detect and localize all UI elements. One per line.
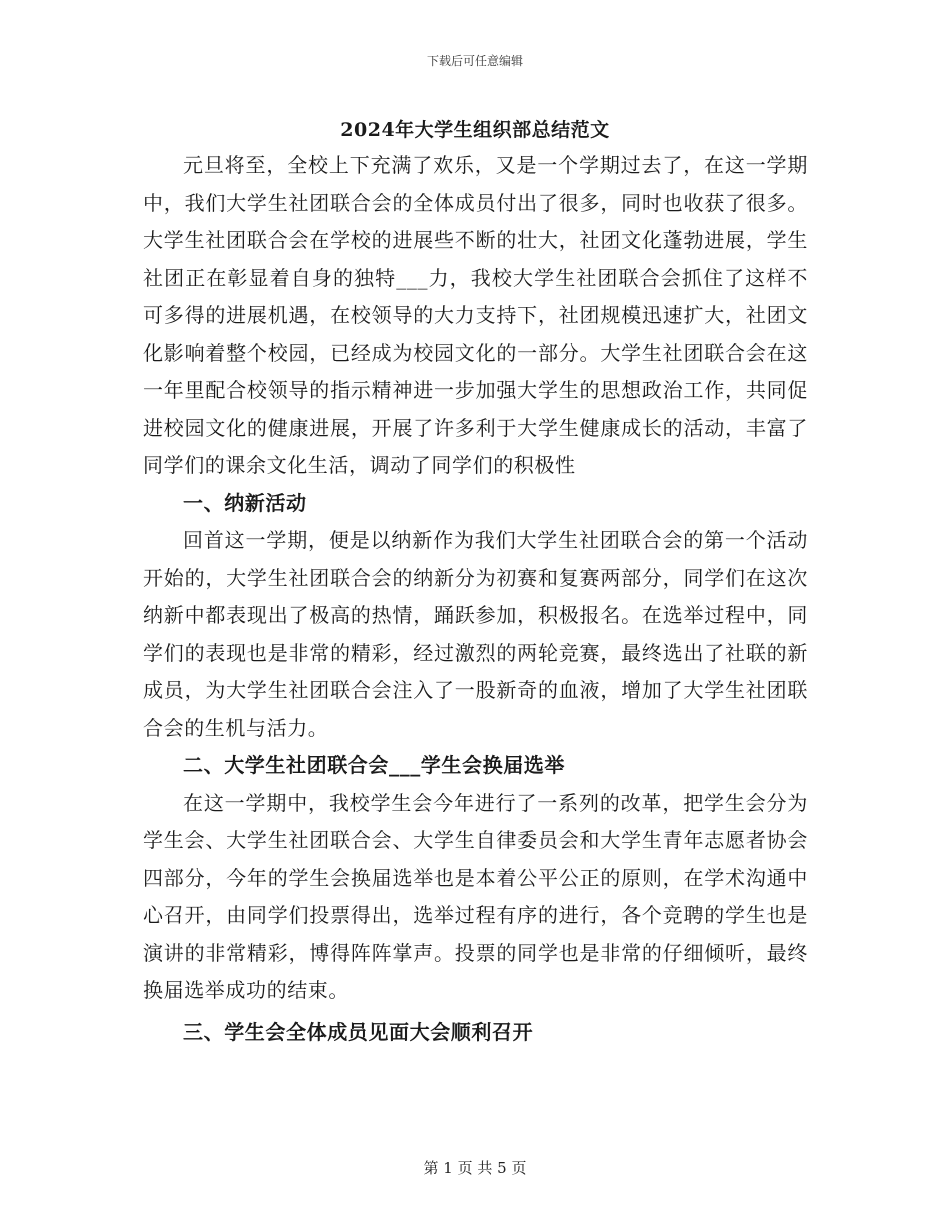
section-heading-election: 二、大学生社团联合会___学生会换届选举: [183, 753, 565, 777]
intro-paragraph: 元旦将至，全校上下充满了欢乐，又是一个学期过去了，在这一学期中，我们大学生社团联合会的全体成员付出了很多，同时也收获了很多。大学生社团联合会在学校的进展些不断的壮大，社团文化蓬勃进展，学生社团正在彰显着自身的独特___力，我校大学生社团联合会抓住了这样不可多得的进展机遇，在校领导的大力支持下，社团规模迅速扩大，社团文化影响着整个校园，已经成为校园文化的一部分。大学生社团联合会在这一年里配合校领导的指示精神进一步加强大学生的思想政治工作，共同促进校园文化的健康进展，开展了许多利于大学生健康成长的活动，丰富了同学们的课余文化生活，调动了同学们的积极性: [143, 153, 808, 477]
document-title: 2024年大学生组织部总结范文: [340, 119, 610, 141]
section-heading-meeting: 三、学生会全体成员见面大会顺利召开: [183, 1019, 534, 1044]
page-footer: 第 1 页 共 5 页: [423, 1159, 527, 1177]
section-heading-recruitment: 一、纳新活动: [183, 490, 307, 515]
section-paragraph-recruitment: 回首这一学期，便是以纳新作为我们大学生社团联合会的第一个活动开始的，大学生社团联合会的纳新分为初赛和复赛两部分，同学们在这次纳新中都表现出了极高的热情，踊跃参加，积极报名。在选举过程中，同学们的表现也是非常的精彩，经过激烈的两轮竞赛，最终选出了社联的新成员，为大学生社团联合会注入了一股新奇的血液，增加了大学生社团联合会的生机与活力。: [143, 528, 808, 740]
page-header-note: 下载后可任意编辑: [426, 54, 523, 68]
section-paragraph-election: 在这一学期中，我校学生会今年进行了一系列的改革，把学生会分为学生会、大学生社团联合会、大学生自律委员会和大学生青年志愿者协会四部分，今年的学生会换届选举也是本着公平公正的原则，在学术沟通中心召开，由同学们投票得出，选举过程有序的进行，各个竞聘的学生也是演讲的非常精彩，博得阵阵掌声。投票的同学也是非常的仔细倾听，最终换届选举成功的结束。: [143, 790, 808, 1002]
document-body: [143, 147, 808, 1051]
